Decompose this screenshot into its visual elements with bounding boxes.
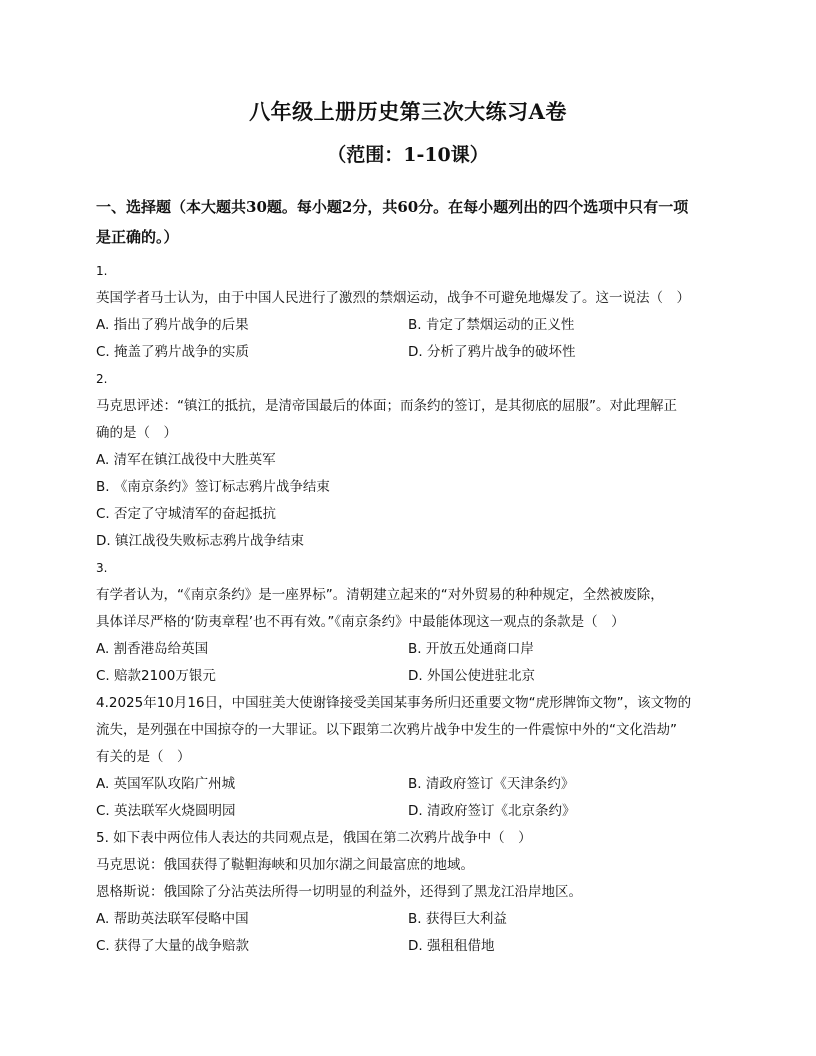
option-row: [96, 636, 724, 663]
option-c: C. 掩盖了鸦片战争的实质: [96, 344, 250, 360]
page-subtitle: （范围：1-10课）: [327, 144, 489, 166]
option-a: A. 清军在镇江战役中大胜英军: [96, 452, 276, 468]
option-a: A. 帮助英法联军侵略中国: [96, 911, 249, 927]
option-b: B. 开放五处通商口岸: [408, 641, 534, 657]
option-b: B. 肯定了禁烟运动的正义性: [408, 317, 575, 333]
page-title: 八年级上册历史第三次大练习A卷: [249, 99, 567, 124]
quote-line: 恩格斯说：俄国除了分沾英法所得一切明显的利益外，还得到了黑龙江沿岸地区。: [96, 884, 582, 900]
question-stem: 英国学者马士认为，由于中国人民进行了激烈的禁烟运动，战争不可避免地爆发了。这一说法（ ）: [96, 290, 690, 306]
option-a: A. 英国军队攻陷广州城: [96, 776, 236, 792]
option-d: D. 强租租借地: [408, 938, 495, 954]
option-b: B. 《南京条约》签订标志鸦片战争结束: [96, 479, 330, 495]
option-row: [96, 933, 724, 960]
quote-line: 马克思说：俄国获得了鞑靼海峡和贝加尔湖之间最富庶的地域。: [96, 857, 474, 873]
question-stem: 4.2025年10月16日，中国驻美大使谢锋接受美国某事务所归还重要文物“虎形牌饰文物”，该文物的: [96, 695, 692, 711]
option-row: [96, 312, 724, 339]
question-list: [96, 258, 724, 960]
option-b: B. 清政府签订《天津条约》: [408, 776, 575, 792]
question-stem: 具体详尽严格的‘防夷章程’也不再有效。”《南京条约》中最能体现这一观点的条款是（ ）: [96, 614, 625, 630]
option-row: [96, 771, 724, 798]
question-stem: 5. 如下表中两位伟人表达的共同观点是，俄国在第二次鸦片战争中（ ）: [96, 830, 532, 846]
section-heading-line: 一、选择题（本大题共30题。每小题2分，共60分。在每小题列出的四个选项中只有一项: [96, 198, 689, 216]
option-d: D. 外国公使进驻北京: [408, 668, 535, 684]
option-c: C. 赔款2100万银元: [96, 668, 216, 684]
option-row: [96, 798, 724, 825]
question-stem: 马克思评述：“镇江的抵抗，是清帝国最后的体面；而条约的签订，是其彻底的屈服”。对此理解正: [96, 398, 677, 414]
option-row: [96, 663, 724, 690]
question: [96, 366, 724, 555]
question-stem: 有学者认为，“《南京条约》是一座界标”。清朝建立起来的“对外贸易的种种规定，全然被废除，: [96, 587, 664, 603]
option-a: A. 指出了鸦片战争的后果: [96, 317, 249, 333]
question-number: 2.: [96, 372, 108, 386]
section-heading-line: 是正确的。）: [96, 228, 179, 246]
question: [96, 555, 724, 690]
question-stem: 有关的是（ ）: [96, 749, 191, 765]
option-a: A. 割香港岛给英国: [96, 641, 209, 657]
option-c: C. 否定了守城清军的奋起抵抗: [96, 506, 277, 522]
question: [96, 825, 724, 960]
option-d: D. 分析了鸦片战争的破坏性: [408, 344, 576, 360]
option-d: D. 清政府签订《北京条约》: [408, 803, 576, 819]
question: [96, 690, 724, 825]
section-heading: [96, 192, 724, 252]
option-d: D. 镇江战役失败标志鸦片战争结束: [96, 533, 304, 549]
option-row: [96, 339, 724, 366]
option-b: B. 获得巨大利益: [408, 911, 507, 927]
option-row: [96, 906, 724, 933]
question-number: 1.: [96, 264, 108, 278]
question: [96, 258, 724, 366]
option-c: C. 获得了大量的战争赔款: [96, 938, 250, 954]
option-c: C. 英法联军火烧圆明园: [96, 803, 236, 819]
question-stem: 流失，是列强在中国掠夺的一大罪证。以下跟第二次鸦片战争中发生的一件震惊中外的“文化浩劫”: [96, 722, 677, 738]
question-stem: 确的是（ ）: [96, 425, 177, 441]
question-number: 3.: [96, 561, 108, 575]
